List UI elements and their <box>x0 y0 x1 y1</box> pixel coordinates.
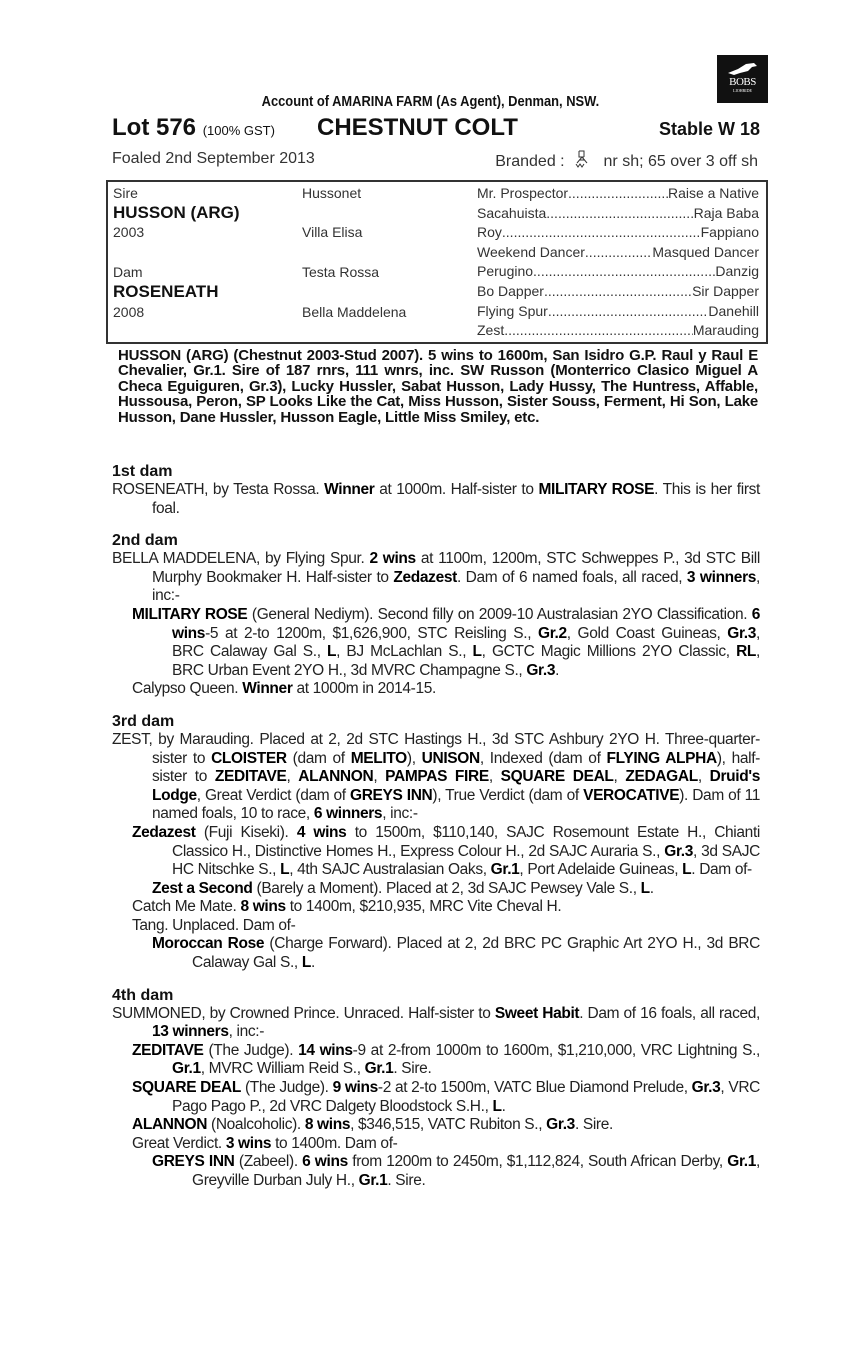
dam-dam: Bella Maddelena <box>302 304 407 320</box>
body-text: , VRC Pago Pago P., 2d VRC Dalgety Bloodstock S.H., <box>172 1079 761 1115</box>
ancestor-sire: Masqued Dancer <box>652 243 759 260</box>
progeny-entry <box>112 1116 760 1135</box>
emphasis-text: 3 wins <box>225 1134 272 1152</box>
emphasis-text: 4 wins <box>296 823 347 841</box>
sire-year: 2003 <box>113 224 145 240</box>
emphasis-text: 6 wins <box>302 1153 348 1171</box>
leader-dots <box>546 205 693 221</box>
lot-header <box>112 114 760 142</box>
body-text: , BRC Calaway Gal S., <box>172 624 760 661</box>
emphasis-text: Gr.3 <box>546 1116 575 1134</box>
ancestor-name: Roy <box>477 224 502 241</box>
body-text: (Fuji Kiseki). <box>195 823 297 841</box>
body-text: -5 at 2-to 1200m, $1,626,900, STC Reisling S., <box>205 624 538 642</box>
dam-section <box>112 712 760 973</box>
ancestor-sire: Raja Baba <box>693 204 759 221</box>
progeny-entry <box>112 1079 760 1116</box>
body-text: at 1000m. Half-sister to <box>374 481 539 498</box>
body-text: SUMMONED, by Crowned Prince. Unraced. Half-sister to <box>112 1004 495 1022</box>
progeny-entry <box>112 550 760 606</box>
body-text: ), half-sister to <box>152 749 760 786</box>
body-text: , inc:- <box>228 1023 265 1041</box>
emphasis-text: 13 winners <box>152 1023 229 1041</box>
emphasis-text: Gr.1 <box>364 1060 394 1078</box>
lot-number <box>112 114 275 142</box>
body-text: , <box>613 768 626 786</box>
body-text: (dam of <box>286 749 351 767</box>
body-text: . This is her first foal. <box>152 481 760 517</box>
progeny-entry <box>112 731 760 824</box>
emphasis-text: ZEDITAVE <box>214 768 287 786</box>
body-text: . Sire. <box>393 1060 432 1078</box>
progeny-entry <box>112 917 760 936</box>
pedigree-table <box>106 180 768 344</box>
body-text: at 1000m in 2014-15. <box>292 680 436 698</box>
ancestor-sire: Marauding <box>692 322 759 339</box>
emphasis-text: GREYS INN <box>350 786 433 804</box>
emphasis-text: Gr.3 <box>526 661 556 679</box>
body-text: BELLA MADDELENA, by Flying Spur. <box>112 550 370 568</box>
emphasis-text: ALANNON <box>132 1116 208 1134</box>
body-text: , GCTC Magic Millions 2YO Classic, <box>481 643 737 661</box>
progeny-entry <box>112 935 760 972</box>
body-text: . Dam of 16 foals, all raced, <box>579 1004 760 1022</box>
ancestor-sire: Raise a Native <box>667 185 759 201</box>
dam-name: ROSENEATH <box>113 282 219 301</box>
pedigree-ancestor-row <box>477 322 759 338</box>
emphasis-text: MILITARY ROSE <box>538 481 655 498</box>
emphasis-text: RL <box>736 643 757 661</box>
emphasis-text: Gr.1 <box>727 1153 757 1171</box>
emphasis-text: Gr.2 <box>537 624 567 642</box>
logo-text: BOBS <box>729 76 756 88</box>
body-text: to 1500m, $110,140, SAJC Rosemount Estate H., Chianti Classico H., Distinctive Homes H., Express Colour H., 2d SAJC Auraria S., <box>172 823 760 860</box>
leader-dots <box>585 244 652 260</box>
body-text: , MVRC William Reid S., <box>200 1060 365 1078</box>
ancestor-name: Weekend Dancer <box>477 243 585 260</box>
ancestor-name: Zest <box>477 322 505 339</box>
emphasis-text: FLYING ALPHA <box>606 749 717 767</box>
sire-label: Sire <box>113 185 138 201</box>
body-text: . <box>555 661 560 679</box>
emphasis-text: 9 wins <box>332 1079 378 1097</box>
emphasis-text: 3 winners <box>686 568 757 586</box>
body-text: , <box>286 768 299 786</box>
emphasis-text: 6 winners <box>313 805 383 823</box>
branded-label: Branded : <box>495 153 565 170</box>
body-text: , <box>373 768 386 786</box>
body-text: ). Dam of 11 named foals, 10 to race, <box>152 786 760 823</box>
emphasis-text: ALANNON <box>298 768 374 786</box>
emphasis-text: CLOISTER <box>211 749 287 767</box>
body-text: (Zabeel). <box>234 1153 303 1171</box>
dam-section <box>112 462 760 518</box>
emphasis-text: Druid's Lodge <box>152 768 760 804</box>
emphasis-text: Gr.3 <box>691 1079 721 1097</box>
emphasis-text: Gr.3 <box>727 624 757 642</box>
progeny-entry <box>112 1153 760 1190</box>
body-text: . Dam of 6 named foals, all raced, <box>456 568 687 586</box>
gst-note: (100% GST) <box>202 123 275 138</box>
emphasis-text: ZEDITAVE <box>132 1041 204 1059</box>
brand-mark-icon <box>575 150 589 168</box>
pedigree-ancestor-row <box>477 205 759 221</box>
sire-dam: Villa Elisa <box>302 224 363 240</box>
body-text: -2 at 2-to 1500m, VATC Blue Diamond Prelude, <box>377 1079 692 1097</box>
body-text: , BJ McLachlan S., <box>336 643 473 661</box>
body-text: Catch Me Mate. <box>132 898 241 916</box>
progeny-entry <box>112 680 760 699</box>
emphasis-text: GREYS INN <box>152 1153 235 1171</box>
emphasis-text: Sweet Habit <box>494 1004 580 1022</box>
leader-dots <box>568 185 668 201</box>
emphasis-text: PAMPAS FIRE <box>385 768 489 786</box>
body-text: to 1400m, $210,935, MRC Vite Cheval H. <box>285 898 562 916</box>
body-text: , inc:- <box>152 568 760 605</box>
emphasis-text: ZEDAGAL <box>625 768 698 786</box>
emphasis-text: Gr.1 <box>358 1172 388 1189</box>
stable-location: Stable W 18 <box>658 119 760 139</box>
progeny-entry <box>112 1005 760 1042</box>
ancestor-sire: Danzig <box>715 263 759 280</box>
body-text: . Sire. <box>387 1172 426 1189</box>
ancestor-name: Bo Dapper <box>477 283 544 299</box>
body-text: (Charge Forward). Placed at 2, 2d BRC PC Graphic Art 2YO H., 3d BRC Calaway Gal S., <box>192 935 760 972</box>
progeny-entry <box>112 1042 760 1079</box>
dam-line-details <box>112 462 760 1204</box>
body-text: . <box>501 1097 506 1115</box>
dam-section <box>112 986 760 1191</box>
body-text: . <box>310 954 315 972</box>
body-text: , Indexed (dam of <box>479 749 607 767</box>
emphasis-text: MELITO <box>350 749 407 767</box>
emphasis-text: Zest a Second <box>152 879 253 897</box>
body-text: Tang. Unplaced. Dam of- <box>132 916 296 934</box>
section-heading: 4th dam <box>112 986 174 1004</box>
body-text: (Barely a Moment). Placed at 2, 3d SAJC Pewsey Vale S., <box>252 879 641 897</box>
dam-sire: Testa Rossa <box>302 264 380 280</box>
sire-summary: HUSSON (ARG) (Chestnut 2003-Stud 2007). 5 wins to 1600m, San Isidro G.P. Raul y Raul E Chevalier, Gr.1. Sire of 187 rnrs, 111 wnrs, inc. SW Russon (Monterrico Clasico Miguel A Checa Eguiguren, Gr.3), Lucky Hussler, Sabat Husson, Lady Hussy, The Huntress, Affable, Hussousa, Peron, SP Looks Like the Cat, Miss Husson, Sister Souss, Ferment, Hi Son, Lake Husson, Dane Hussler, Husson Eagle, Little Miss Smiley, etc. <box>118 347 758 426</box>
progeny-entry <box>112 880 760 899</box>
colour-sex: CHESTNUT COLT <box>317 114 518 141</box>
emphasis-text: L <box>301 954 311 972</box>
section-heading: 2nd dam <box>112 532 178 550</box>
emphasis-text: 8 wins <box>304 1116 351 1134</box>
body-text: Great Verdict. <box>132 1134 226 1152</box>
emphasis-text: Gr.1 <box>172 1060 201 1078</box>
emphasis-text: 8 wins <box>240 898 286 916</box>
body-text: (The Judge). <box>203 1041 299 1059</box>
emphasis-text: MILITARY ROSE <box>132 605 248 623</box>
pedigree-ancestor-row <box>477 283 759 299</box>
brand-info <box>495 150 758 171</box>
pedigree-ancestor-row <box>477 224 759 240</box>
leader-dots <box>533 263 715 279</box>
ancestor-sire: Fappiano <box>700 224 759 241</box>
emphasis-text: L <box>682 861 692 879</box>
emphasis-text: UNISON <box>421 749 480 767</box>
sire-sire: Hussonet <box>302 185 362 201</box>
ancestor-sire: Sir Dapper <box>692 283 759 299</box>
body-text: ROSENEATH, by Testa Rossa. <box>112 481 325 498</box>
emphasis-text: Gr.3 <box>664 842 693 860</box>
body-text: from 1200m to 2450m, $1,112,824, South African Derby, <box>347 1153 728 1171</box>
emphasis-text: SQUARE DEAL <box>132 1079 241 1097</box>
vendor-line: Account of AMARINA FARM (As Agent), Denman, NSW. <box>261 93 600 110</box>
body-text: , Gold Coast Guineas, <box>566 624 728 642</box>
emphasis-text: Moroccan Rose <box>152 935 265 953</box>
emphasis-text: L <box>640 879 650 897</box>
body-text: (Noalcoholic). <box>207 1116 305 1134</box>
progeny-entry <box>112 824 760 880</box>
body-text: -9 at 2-from 1000m to 1600m, $1,210,000, VRC Lightning S., <box>352 1041 760 1059</box>
emphasis-text: 2 wins <box>369 550 416 568</box>
ancestor-name: Flying Spur <box>477 302 548 319</box>
body-text: ), True Verdict (dam of <box>432 786 584 804</box>
body-text: Calypso Queen. <box>132 680 243 698</box>
ancestor-name: Mr. Prospector <box>477 185 569 201</box>
emphasis-text: L <box>327 643 337 661</box>
pedigree-ancestor-row <box>477 244 759 260</box>
body-text: , inc:- <box>382 805 418 823</box>
emphasis-text: L <box>492 1097 502 1115</box>
emphasis-text: SQUARE DEAL <box>500 768 614 786</box>
leader-dots <box>502 224 701 240</box>
emphasis-text: 14 wins <box>298 1041 353 1059</box>
body-text: ZEST, by Marauding. Placed at 2, 2d STC Hastings H., 3d STC Ashbury 2YO H. Three-quarter-sister to <box>112 730 760 767</box>
body-text: , 4th SAJC Australasian Oaks, <box>289 861 491 879</box>
pedigree-ancestor-row <box>477 263 759 279</box>
progeny-entry <box>112 898 760 917</box>
body-text: . <box>649 879 654 897</box>
body-text: (The Judge). <box>240 1079 333 1097</box>
emphasis-text: L <box>472 643 482 661</box>
body-text: , Great Verdict (dam of <box>196 786 350 804</box>
body-text: , 3d SAJC HC Nitschke S., <box>172 842 760 879</box>
body-text: ), <box>406 749 422 767</box>
horse-logo-icon <box>726 61 760 77</box>
leader-dots <box>544 283 692 299</box>
body-text: , <box>488 768 501 786</box>
leader-dots <box>504 322 693 338</box>
emphasis-text: Zedazest <box>132 823 196 841</box>
emphasis-text: VEROCATIVE <box>583 786 680 804</box>
emphasis-text: Winner <box>324 481 375 498</box>
section-heading: 3rd dam <box>112 712 175 730</box>
body-text: to 1400m. Dam of- <box>271 1134 398 1152</box>
body-text: . Dam of- <box>691 861 752 879</box>
body-text: , BRC Urban Event 2YO H., 3d MVRC Champagne S., <box>172 643 760 679</box>
progeny-entry <box>112 481 760 518</box>
body-text: (General Nediym). Second filly on 2009-10 Australasian 2YO Classification. <box>247 605 752 623</box>
body-text: , Port Adelaide Guineas, <box>519 861 683 879</box>
progeny-entry <box>112 606 760 680</box>
dam-year: 2008 <box>113 304 145 320</box>
pedigree-ancestor-row <box>477 185 759 201</box>
emphasis-text: Zedazest <box>393 568 457 586</box>
body-text: . Sire. <box>574 1116 613 1134</box>
branded-value: nr sh; 65 over 3 off sh <box>603 153 758 170</box>
ancestor-name: Perugino <box>477 263 534 280</box>
leader-dots <box>548 303 709 319</box>
emphasis-text: 6 wins <box>172 605 760 642</box>
ancestor-name: Sacahuista <box>477 204 547 221</box>
emphasis-text: Gr.1 <box>490 861 520 879</box>
body-text: , <box>697 768 710 786</box>
progeny-entry <box>112 1135 760 1154</box>
lot-label: Lot 576 <box>112 114 197 141</box>
ancestor-sire: Danehill <box>708 302 759 319</box>
emphasis-text: Winner <box>242 680 293 698</box>
section-heading: 1st dam <box>112 463 173 480</box>
body-text: , $346,515, VATC Rubiton S., <box>350 1116 547 1134</box>
emphasis-text: L <box>280 861 290 879</box>
sire-name: HUSSON (ARG) <box>113 203 240 222</box>
logo-subtext: LIOHRIDE <box>733 88 752 93</box>
dam-label: Dam <box>113 264 143 280</box>
body-text: at 1100m, 1200m, STC Schweppes P., 3d STC Bill Murphy Bookmaker H. Half-sister to <box>152 550 760 586</box>
foaled-date: Foaled 2nd September 2013 <box>112 150 315 167</box>
dam-section <box>112 531 760 699</box>
body-text: , Greyville Durban July H., <box>192 1153 760 1189</box>
pedigree-ancestor-row <box>477 303 759 319</box>
